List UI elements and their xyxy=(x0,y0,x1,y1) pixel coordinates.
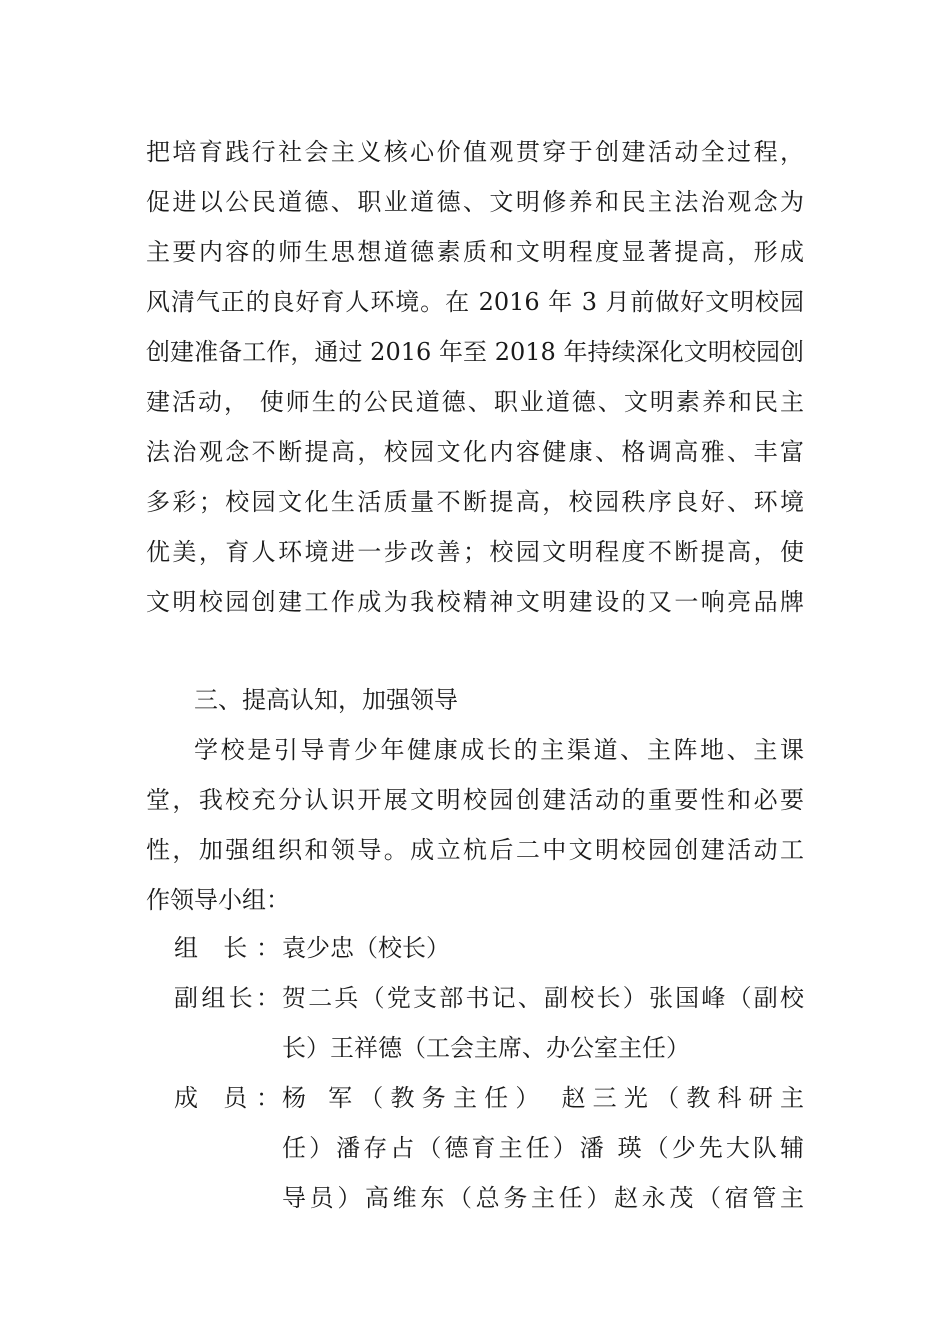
role-label-members: 成 员： xyxy=(174,1084,280,1112)
role-label-deputy: 副组长： xyxy=(174,984,280,1012)
paragraph-line: 建活动， 使师生的公民道德、职业道德、文明素养和民主 xyxy=(146,388,804,416)
paragraph-line: 风清气正的良好育人环境。在 2016 年 3 月前做好文明校园 xyxy=(146,288,804,316)
paragraph-line: 把培育践行社会主义核心价值观贯穿于创建活动全过程， xyxy=(146,138,804,166)
paragraph-line: 作领导小组： xyxy=(146,886,290,914)
role-members-leader: 袁少忠（校长） xyxy=(282,934,450,962)
paragraph-line: 性，加强组织和领导。成立杭后二中文明校园创建活动工 xyxy=(146,836,804,864)
paragraph-line: 促进以公民道德、职业道德、文明修养和民主法治观念为 xyxy=(146,188,804,216)
section-heading: 三、提高认知，加强领导 xyxy=(194,686,458,714)
role-members-deputy: 长）王祥德（工会主席、办公室主任） xyxy=(282,1034,690,1062)
paragraph-line: 文明校园创建工作成为我校精神文明建设的又一响亮品牌 xyxy=(146,588,804,616)
paragraph-line: 多彩；校园文化生活质量不断提高，校园秩序良好、环境 xyxy=(146,488,804,516)
paragraph-line: 创建准备工作，通过 2016 年至 2018 年持续深化文明校园创 xyxy=(146,338,804,366)
role-members-deputy: 贺二兵（党支部书记、副校长）张国峰（副校 xyxy=(282,984,804,1012)
paragraph-line: 优美，育人环境进一步改善；校园文明程度不断提高，使 xyxy=(146,538,804,566)
role-label-leader: 组 长： xyxy=(174,934,280,962)
role-members-list: 杨 军（教务主任） 赵三光（教科研主 xyxy=(282,1084,804,1112)
role-members-list: 任）潘存占（德育主任）潘 瑛（少先大队辅 xyxy=(282,1134,804,1162)
paragraph-line: 学校是引导青少年健康成长的主渠道、主阵地、主课 xyxy=(194,736,804,764)
paragraph-line: 法治观念不断提高，校园文化内容健康、格调高雅、丰富 xyxy=(146,438,804,466)
paragraph-line: 堂，我校充分认识开展文明校园创建活动的重要性和必要 xyxy=(146,786,804,814)
role-members-list: 导员）高维东（总务主任）赵永茂（宿管主 xyxy=(282,1184,804,1212)
paragraph-line: 主要内容的师生思想道德素质和文明程度显著提高，形成 xyxy=(146,238,804,266)
